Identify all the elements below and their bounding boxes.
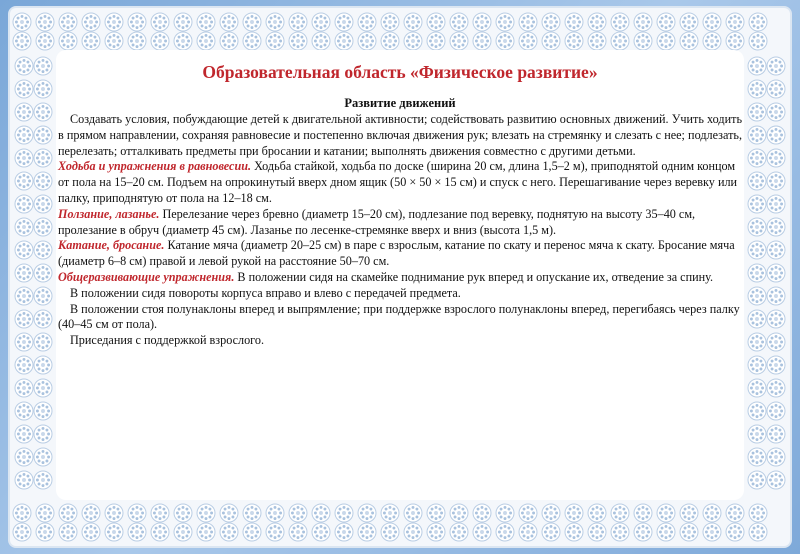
document-body [58,112,742,349]
paragraph: Приседания с поддержкой взрослого. [70,333,265,348]
paragraph: В положении стоя полунаклоны вперед и выпрямление; при поддержке взрослого полунаклоны вперед, перегибаясь через палку (40–45 см от пола). [58,301,740,332]
intro-paragraph: Создавать условия, побуждающие детей к двигательной активности; содействовать развитию основных движений. Учить ходить в прямом направлении, сохраняя равновесие и постепенно включая движения рук; влезать на стремянку и слезать с нее; подлезать, перелезать; отталкивать предметы при бросании и катании; выполнять движения совместно с другими детьми. [58,112,742,158]
section-heading: Общеразвивающие упражнения. [58,269,235,284]
section-heading: Катание, бросание. [58,238,165,253]
section-walking [58,159,742,206]
section-subtitle: Развитие движений [344,96,456,110]
section-rolling [58,238,742,270]
paragraph: В положении сидя повороты корпуса вправо и влево с передачей предмета. [70,285,461,300]
section-crawling [58,207,742,239]
section-text: В положении сидя на скамейке поднимание рук вперед и опускание их, отведение за спину. [234,269,714,284]
section-general-exercises [58,270,742,286]
section-heading: Ползание, лазанье. [58,206,160,221]
section-text: Перелезание через бревно (диаметр 15–20 см), подлезание под веревку, поднятую на высоту 35–40 см, пролезание в обруч (диаметр 45 см). Лазанье по лесенке-стремянке вверх и вниз (высота 1,5 м). [58,206,696,237]
section-text: Ходьба стайкой, ходьба по доске (ширина 20 см, длина 1,5–2 м), приподнятой одним концом от пола на 15–20 см. Подъем на опрокинутый вверх дном ящик (50 × 50 × 15 см) и спуск с него. Перешагивание через веревку или палку, приподнятую от пола на 12–18 см. [58,159,738,205]
section-heading: Ходьба и упражнения в равновесии. [58,159,252,174]
section-text: Катание мяча (диаметр 20–25 см) в паре с взрослым, катание по скату и перенос мяча к скату. Бросание мяча (диаметр 6–8 см) правой и левой рукой на расстояние 50–70 см. [58,238,735,269]
page-title: Образовательная область «Физическое развитие» [202,62,598,82]
